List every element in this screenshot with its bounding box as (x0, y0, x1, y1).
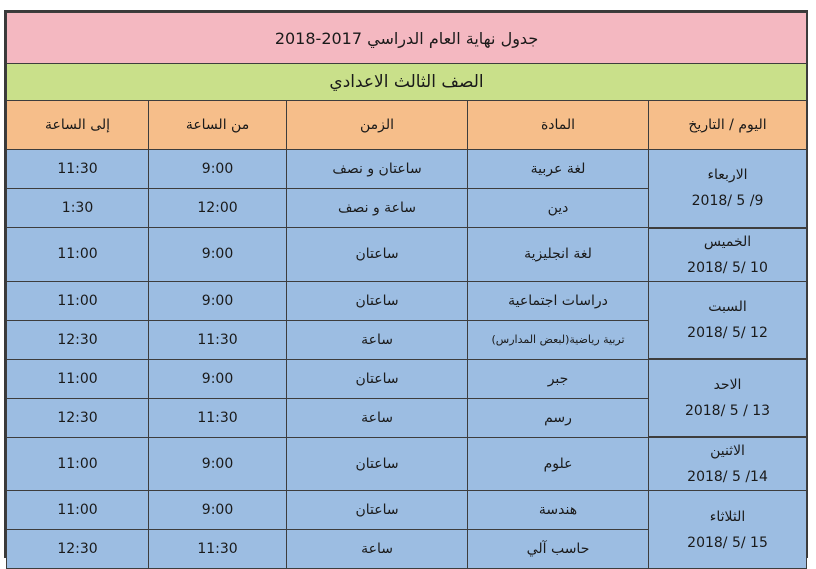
day-cell (649, 150, 807, 228)
title-row (7, 13, 807, 64)
from-time-cell: 12:00 (149, 189, 287, 228)
subject-cell: دراسات اجتماعية (468, 281, 649, 320)
from-time-cell: 9:00 (149, 281, 287, 320)
day-cell (649, 437, 807, 491)
from-time-cell: 9:00 (149, 359, 287, 398)
table-row (7, 281, 807, 320)
from-time-cell: 9:00 (149, 228, 287, 282)
to-time-cell: 11:00 (7, 228, 149, 282)
duration-cell: ساعة (287, 320, 468, 359)
header-to: إلى الساعة (7, 101, 149, 150)
to-time-cell: 12:30 (7, 398, 149, 437)
duration-cell: ساعتان (287, 281, 468, 320)
subject-cell: هندسة (468, 491, 649, 530)
from-time-cell: 9:00 (149, 150, 287, 189)
header-row (7, 101, 807, 150)
table-row (7, 491, 807, 530)
duration-cell: ساعة (287, 398, 468, 437)
subject-cell: حاسب آلي (468, 530, 649, 569)
day-name: الاربعاء (707, 167, 748, 184)
table-row (7, 150, 807, 189)
table-row (7, 228, 807, 282)
table-row (7, 437, 807, 491)
day-cell (649, 228, 807, 282)
grade-row (7, 64, 807, 101)
schedule-title: جدول نهاية العام الدراسي 2017-2018 (7, 13, 807, 64)
day-date: 2018/ 5/ 12 (687, 324, 768, 341)
exam-schedule-table (6, 12, 807, 569)
duration-cell: ساعة (287, 530, 468, 569)
subject-cell: لغة انجليزية (468, 228, 649, 282)
duration-cell: ساعتان (287, 359, 468, 398)
day-cell (649, 281, 807, 359)
day-name: الاحد (713, 377, 742, 393)
header-day-date: اليوم / التاريخ (649, 101, 807, 150)
duration-cell: ساعة و نصف (287, 189, 468, 228)
day-name: السبت (708, 298, 747, 315)
subject-cell: علوم (468, 437, 649, 491)
subject-cell: رسم (468, 398, 649, 437)
to-time-cell: 12:30 (7, 530, 149, 569)
to-time-cell: 11:00 (7, 437, 149, 491)
table-row (7, 359, 807, 398)
day-cell (649, 359, 807, 437)
exam-schedule-sheet (4, 10, 808, 558)
header-subject: المادة (468, 101, 649, 150)
subject-cell: تربية رياضية(لبعض المدارس) (468, 320, 649, 359)
day-date: 2018/ 5/ 10 (687, 259, 768, 276)
to-time-cell: 11:00 (7, 359, 149, 398)
subject-cell: دين (468, 189, 649, 228)
from-time-cell: 11:30 (149, 530, 287, 569)
day-date: 2018/ 5/ 15 (687, 534, 768, 551)
duration-cell: ساعتان و نصف (287, 150, 468, 189)
from-time-cell: 9:00 (149, 437, 287, 491)
day-name: الثلاثاء (709, 508, 746, 525)
day-name: الخميس (703, 233, 752, 250)
to-time-cell: 11:30 (7, 150, 149, 189)
to-time-cell: 1:30 (7, 189, 149, 228)
from-time-cell: 11:30 (149, 398, 287, 437)
header-duration: الزمن (287, 101, 468, 150)
duration-cell: ساعتان (287, 491, 468, 530)
grade-label: الصف الثالث الاعدادي (7, 64, 807, 101)
subject-cell: جبر (468, 359, 649, 398)
subject-cell: لغة عربية (468, 150, 649, 189)
to-time-cell: 11:00 (7, 281, 149, 320)
to-time-cell: 12:30 (7, 320, 149, 359)
from-time-cell: 9:00 (149, 491, 287, 530)
day-date: 2018/ 5 /9 (691, 193, 764, 210)
day-cell (649, 491, 807, 569)
header-from: من الساعة (149, 101, 287, 150)
day-date: 2018/ 5 / 13 (684, 403, 771, 419)
day-name: الاثنين (710, 443, 745, 459)
day-date: 2018/ 5 /14 (687, 469, 768, 485)
duration-cell: ساعتان (287, 437, 468, 491)
duration-cell: ساعتان (287, 228, 468, 282)
to-time-cell: 11:00 (7, 491, 149, 530)
from-time-cell: 11:30 (149, 320, 287, 359)
